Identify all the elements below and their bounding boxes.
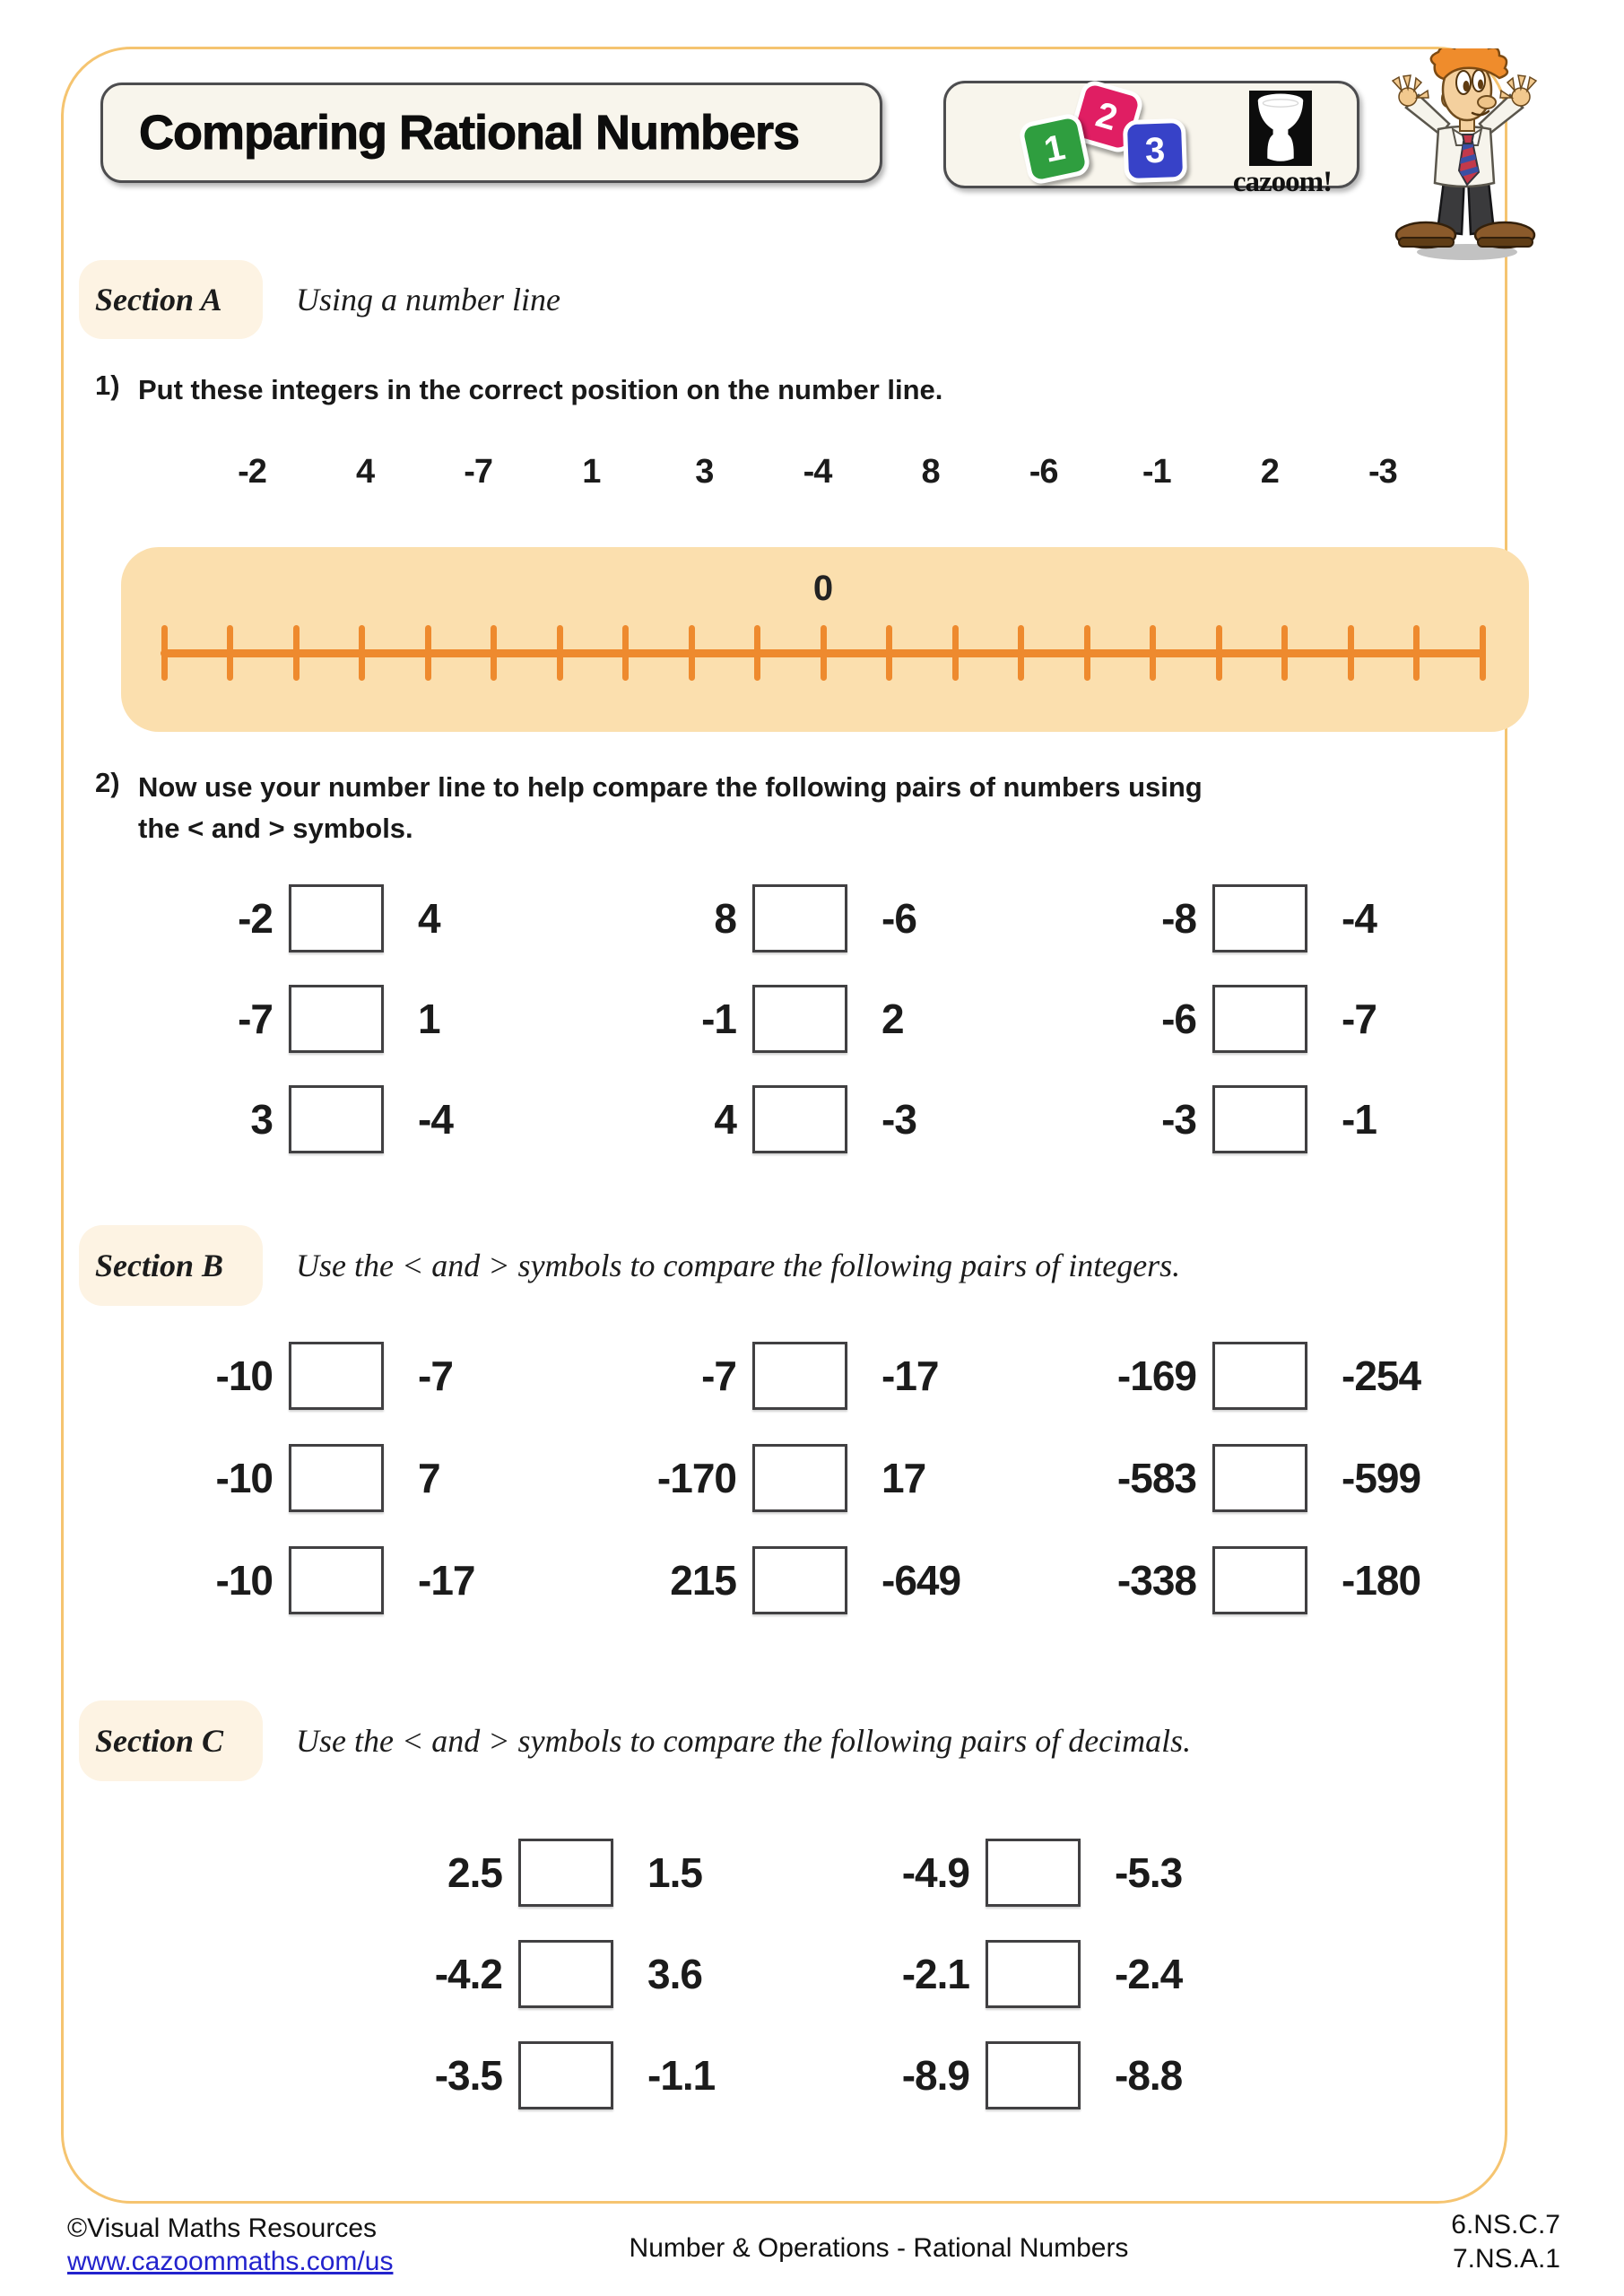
comparison-pair (1033, 1444, 1487, 1511)
pair-left-number: -3.5 (434, 2051, 502, 2099)
integer-value: 1 (582, 453, 601, 491)
answer-box[interactable] (1212, 1085, 1307, 1153)
question-1 (95, 370, 942, 411)
number-line-tick (754, 625, 760, 681)
pair-right-number: -649 (881, 1556, 961, 1604)
number-line-tick (293, 625, 300, 681)
answer-box[interactable] (1212, 884, 1307, 952)
number-line-tick (1150, 625, 1156, 681)
pair-left-number: -10 (215, 1352, 273, 1399)
question-1-text: Put these integers in the correct position on the number line. (138, 374, 943, 405)
comparison-pair (109, 1546, 563, 1613)
comparison-pair (573, 1342, 1027, 1409)
pair-right-number: -1 (1342, 1095, 1376, 1143)
number-line-tick (1480, 625, 1486, 681)
pair-right-number: -2.4 (1115, 1950, 1183, 1997)
comparison-pair (573, 985, 1027, 1052)
section-c-description: Use the < and > symbols to compare the following pairs of decimals. (296, 1723, 1192, 1759)
number-line-tick (622, 625, 629, 681)
pair-right-number: -17 (881, 1352, 939, 1399)
answer-box[interactable] (518, 2041, 613, 2109)
pair-left-number: -583 (1116, 1454, 1196, 1501)
cazoom-website-link[interactable]: www.cazoommaths.com/us (67, 2247, 394, 2276)
pair-left-number: 8 (714, 894, 736, 942)
number-line-panel (121, 547, 1529, 732)
standard-code-1: 6.NS.C.7 (1451, 2210, 1560, 2239)
question-1-number: 1) (95, 370, 120, 401)
number-line-tick (161, 625, 168, 681)
pair-left-number: 4 (714, 1095, 736, 1143)
question-2-number: 2) (95, 767, 120, 798)
worksheet-title-box (100, 83, 882, 183)
integer-value: 3 (695, 453, 714, 491)
number-line-tick (1216, 625, 1222, 681)
number-line-tick (1084, 625, 1090, 681)
pair-right-number: -254 (1342, 1352, 1421, 1399)
integer-value: -7 (464, 453, 493, 491)
comparison-pair (109, 1342, 563, 1409)
answer-box[interactable] (289, 1444, 384, 1512)
integer-value: 8 (921, 453, 940, 491)
pair-left-number: -4.2 (434, 1950, 502, 1997)
comparison-pair (109, 1444, 563, 1511)
answer-box[interactable] (752, 985, 847, 1053)
comparison-pair (1033, 1546, 1487, 1613)
question-2 (95, 767, 1203, 849)
answer-box[interactable] (752, 1444, 847, 1512)
comparison-pair (573, 1444, 1027, 1511)
comparison-pair (573, 1085, 1027, 1152)
comparison-pair (339, 1940, 793, 2007)
comparison-pair (573, 1546, 1027, 1613)
pair-left-number: -7 (238, 995, 273, 1042)
cazoom-logo-box (943, 81, 1359, 198)
section-b-label (79, 1225, 263, 1306)
answer-box[interactable] (1212, 1342, 1307, 1410)
pair-left-number: -10 (215, 1454, 273, 1501)
section-a-label-text: Section A (95, 282, 222, 317)
pair-left-number: -1 (701, 995, 736, 1042)
answer-box[interactable] (518, 1839, 613, 1907)
number-line-tick (821, 625, 827, 681)
pair-right-number: -5.3 (1115, 1848, 1183, 1896)
comparison-pair (109, 1085, 563, 1152)
number-line-tick (1413, 625, 1420, 681)
pair-right-number: 3.6 (647, 1950, 702, 1997)
answer-box[interactable] (289, 985, 384, 1053)
pair-right-number: 2 (881, 995, 904, 1042)
comparison-pair (806, 2041, 1260, 2109)
integer-value: 4 (356, 453, 375, 491)
pair-left-number: -8 (1161, 894, 1196, 942)
section-c-label-text: Section C (95, 1723, 224, 1759)
pair-left-number: -8.9 (901, 2051, 969, 2099)
pair-right-number: 1 (418, 995, 440, 1042)
number-line-zero-label: 0 (812, 569, 834, 608)
answer-box[interactable] (986, 1940, 1081, 2008)
section-b-description: Use the < and > symbols to compare the following pairs of integers. (296, 1248, 1181, 1283)
pair-left-number: -7 (701, 1352, 736, 1399)
number-tile-3: 3 (1123, 118, 1187, 183)
answer-box[interactable] (518, 1940, 613, 2008)
comparison-pair (1033, 1085, 1487, 1152)
integers-to-place-row (216, 453, 1419, 492)
section-a-description: Using a number line (296, 282, 560, 317)
page-title: Comparing Rational Numbers (139, 106, 800, 160)
number-line-tick (425, 625, 431, 681)
answer-box[interactable] (986, 2041, 1081, 2109)
integer-value: -6 (1029, 453, 1058, 491)
number-line-tick (227, 625, 233, 681)
comparison-pair (573, 884, 1027, 952)
section-b-label-text: Section B (95, 1248, 224, 1283)
footer-credits (67, 2212, 393, 2278)
answer-box[interactable] (289, 1546, 384, 1614)
number-line-tick (1348, 625, 1354, 681)
pair-right-number: 1.5 (647, 1848, 702, 1896)
pair-left-number: -4.9 (901, 1848, 969, 1896)
answer-box[interactable] (752, 1342, 847, 1410)
pair-right-number: -180 (1342, 1556, 1421, 1604)
pair-left-number: -2.1 (901, 1950, 969, 1997)
number-line-tick (359, 625, 365, 681)
integer-value: -4 (803, 453, 832, 491)
pair-right-number: -4 (418, 1095, 453, 1143)
pair-right-number: -7 (418, 1352, 453, 1399)
pair-right-number: -4 (1342, 894, 1376, 942)
pair-left-number: -3 (1161, 1095, 1196, 1143)
answer-box[interactable] (1212, 1546, 1307, 1614)
pair-left-number: 2.5 (447, 1848, 502, 1896)
integer-value: 2 (1260, 453, 1279, 491)
comparison-pair (1033, 985, 1487, 1052)
comparison-pair (339, 1839, 793, 1906)
answer-box[interactable] (752, 884, 847, 952)
number-line-tick (557, 625, 563, 681)
standard-code-2: 7.NS.A.1 (1452, 2244, 1560, 2274)
pair-right-number: 7 (418, 1454, 440, 1501)
integer-value: -3 (1368, 453, 1397, 491)
pair-right-number: -7 (1342, 995, 1376, 1042)
section-a-label (79, 260, 263, 339)
pair-right-number: 17 (881, 1454, 926, 1501)
number-tile-2: 2 (1068, 78, 1146, 156)
comparison-pair (1033, 884, 1487, 952)
comparison-pair (109, 884, 563, 952)
pair-left-number: 3 (250, 1095, 273, 1143)
pair-right-number: -6 (881, 894, 916, 942)
pair-right-number: -17 (418, 1556, 475, 1604)
pair-left-number: -170 (656, 1454, 736, 1501)
comparison-pair (806, 1839, 1260, 1906)
pair-right-number: -599 (1342, 1454, 1421, 1501)
answer-box[interactable] (289, 1085, 384, 1153)
number-tile-1: 1 (1017, 111, 1091, 186)
number-line-tick (886, 625, 892, 681)
answer-box[interactable] (1212, 985, 1307, 1053)
answer-box[interactable] (289, 884, 384, 952)
comparison-pair (1033, 1342, 1487, 1409)
answer-box[interactable] (752, 1546, 847, 1614)
pair-right-number: 4 (418, 894, 440, 942)
answer-box[interactable] (752, 1085, 847, 1153)
cazoom-drum-icon (1249, 91, 1312, 166)
cazoom-character-illustration (1388, 48, 1541, 264)
question-2-text: Now use your number line to help compare the following pairs of numbers using the < and > symbols. (138, 771, 1203, 844)
pair-left-number: -10 (215, 1556, 273, 1604)
number-line-tick (1281, 625, 1288, 681)
pair-left-number: -338 (1116, 1556, 1196, 1604)
answer-box[interactable] (986, 1839, 1081, 1907)
section-c-label (79, 1700, 263, 1781)
number-line-tick (491, 625, 497, 681)
pair-left-number: -6 (1161, 995, 1196, 1042)
pair-right-number: -3 (881, 1095, 916, 1143)
integer-value: -2 (238, 453, 266, 491)
answer-box[interactable] (1212, 1444, 1307, 1512)
number-line-tick (689, 625, 695, 681)
comparison-pair (339, 2041, 793, 2109)
copyright-text: ©Visual Maths Resources (67, 2213, 378, 2243)
pair-left-number: -169 (1116, 1352, 1196, 1399)
answer-box[interactable] (289, 1342, 384, 1410)
footer-standards (1451, 2208, 1560, 2276)
cazoom-logo-text: cazoom! (1232, 166, 1333, 198)
footer-topic-text: Number & Operations - Rational Numbers (629, 2233, 1129, 2263)
comparison-pair (109, 985, 563, 1052)
pair-left-number: 215 (670, 1556, 736, 1604)
pair-right-number: -8.8 (1115, 2051, 1183, 2099)
integer-value: -1 (1142, 453, 1171, 491)
pair-left-number: -2 (238, 894, 273, 942)
pair-right-number: -1.1 (647, 2051, 716, 2099)
number-line-tick (952, 625, 959, 681)
comparison-pair (806, 1940, 1260, 2007)
number-line-tick (1018, 625, 1024, 681)
